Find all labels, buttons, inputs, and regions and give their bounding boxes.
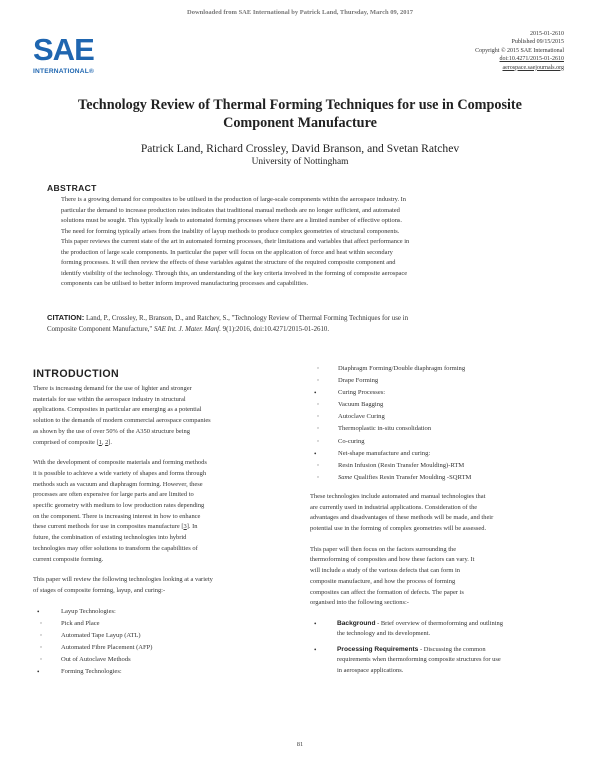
list-item: ◦ Resin Infusion (Resin Transfer Moulding)-RTM <box>310 460 568 472</box>
list-item: • Forming Technologies: <box>33 666 293 678</box>
journal-site-link[interactable]: aerospace.saejournals.org <box>502 64 564 71</box>
authors: Patrick Land, Richard Crossley, David Branson, and Svetan Ratchev <box>140 142 460 155</box>
sae-logo[interactable] <box>33 33 113 79</box>
list-item: ◦ Co-curing <box>310 436 568 448</box>
download-notice: Downloaded from SAE International by Patrick Land, Thursday, March 09, 2017 <box>187 9 413 16</box>
list-item: • Curing Processes: <box>310 387 568 399</box>
list-item: ◦ Automated Tape Layup (ATL) <box>33 630 293 642</box>
paper-id: 2015-01-2610 <box>530 31 564 37</box>
right-paragraph-2: This paper will then focus on the factors surrounding the thermoforming of composites and how these factors can vary. It will include a study of the various defects that can form in composite manufacture, and how the process of forming composites can affect the formation of defects. The paper is organised into the following sections:- <box>310 545 475 607</box>
intro-paragraph-3: This paper will review the following technologies looking at a variety of stages of composite forming, layup, and curing:- <box>33 576 213 594</box>
left-column <box>33 365 293 678</box>
list-item: ◦ Same Qualifies Resin Transfer Moulding -SQRTM <box>310 472 568 484</box>
technology-list-left <box>33 606 293 679</box>
journal-name: SAE Int. J. Mater. Manf. <box>153 325 221 333</box>
logo-subtext: INTERNATIONAL® <box>33 68 95 75</box>
sections-list <box>310 619 568 677</box>
list-item: ◦ Autoclave Curing <box>310 411 568 423</box>
section-item-background: • Background - Brief overview of thermoforming and outlining the technology and its development. <box>310 619 568 640</box>
list-item: ◦ Automated Fibre Placement (AFP) <box>33 642 293 654</box>
list-item: • Layup Technologies: <box>33 606 293 618</box>
abstract-body: There is a growing demand for composites to be utilised in the production of large-scale components within the aerospace industry. In particular the demand to increase production rates indicates that traditional manual methods are no longer sufficient, and automated solutions must be sought. This typically leads to automated forming processes where there are a limited number of effective options. The need for forming typically arises from the inability of layup methods to produce complex geometries of structural components. This paper reviews the current state of the art in automated forming processes, their limitations and variables that affect performance in the production of large scale components. In particular the paper will focus on the application of force and heat within secondary forming processes. It will then review the effects of these variables against the structure of the required composite component and identify visibility of the technology. Through this, an understanding of the key criteria involved in the forming of composite aerospace components can be utilised to better inform improved manufacturing processes and capabilities. <box>61 196 410 288</box>
published-date: Published 09/15/2015 <box>511 39 564 46</box>
page-number: 81 <box>296 741 304 748</box>
citation-label: CITATION: <box>47 313 85 322</box>
citation: CITATION: Land, P., Crossley, R., Branson, D., and Ratchev, S., "Technology Review of Thermal Forming Techniques for use in Composite Component Manufacture," SAE Int. J. Mater. Manf. 9(1):2016, doi:10.4271/2015-01-2610. <box>47 313 409 333</box>
logo-text: SAE <box>33 32 94 67</box>
reference-link[interactable]: 3 <box>183 523 187 531</box>
paper-title: Technology Review of Thermal Forming Techniques for use in Composite Component Manufacture <box>78 97 522 131</box>
technology-list-right <box>310 363 568 484</box>
list-item: ◦ Thermoplastic in-situ consolidation <box>310 423 568 435</box>
publication-info <box>475 30 564 72</box>
introduction-heading: INTRODUCTION <box>33 368 120 380</box>
right-paragraph-1: These technologies include automated and manual technologies that are currently used in industrial applications. Consideration of the advantages and disadvantages of these methods will be made, and their potential use in the forming of complex geometries will be assessed. <box>310 492 494 533</box>
list-item: ◦ Diaphragm Forming/Double diaphragm forming <box>310 363 568 375</box>
list-item: ◦ Out of Autoclave Methods <box>33 654 293 666</box>
list-item: • Net-shape manufacture and curing: <box>310 448 568 460</box>
list-item: ◦ Vacuum Bagging <box>310 399 568 411</box>
reference-link[interactable]: 1 <box>98 438 102 446</box>
doi-link[interactable]: doi:10.4271/2015-01-2610 <box>499 56 564 63</box>
intro-paragraph-2: With the development of composite materials and forming methods it is possible to achieve a wide variety of shapes and forms through methods such as vacuum and diaphragm forming. However, these processes are often expensive for large parts and are limited to specific geometry with medium to low production rates depending on the component. There is increasing interest in how to enhance these current methods for use in composites manufacture [3]. In future, the combination of existing technologies into hybrid technologies may offer solutions to transform the capabilities of current composite forming. <box>33 459 207 563</box>
list-item: ◦ Drape Forming <box>310 375 568 387</box>
abstract-heading: ABSTRACT <box>47 183 97 193</box>
reference-link[interactable]: 2 <box>105 438 109 446</box>
intro-paragraph-1: There is increasing demand for the use of lighter and stronger materials for use within the aerospace industry in structural applications. Composites in particular are emerging as a potential solution to the demands of modern commercial aerospace companies as shown by the use of over 50% of the A350 structure being comprised of composite [1, 2]. <box>33 385 211 446</box>
affiliation: University of Nottingham <box>251 157 349 167</box>
copyright: Copyright © 2015 SAE International <box>475 47 564 54</box>
list-item: ◦ Pick and Place <box>33 618 293 630</box>
section-item-processing-requirements: • Processing Requirements - Discussing the common requirements when thermoforming composite structures for use in aerospace applications. <box>310 645 568 677</box>
right-column <box>310 365 568 681</box>
